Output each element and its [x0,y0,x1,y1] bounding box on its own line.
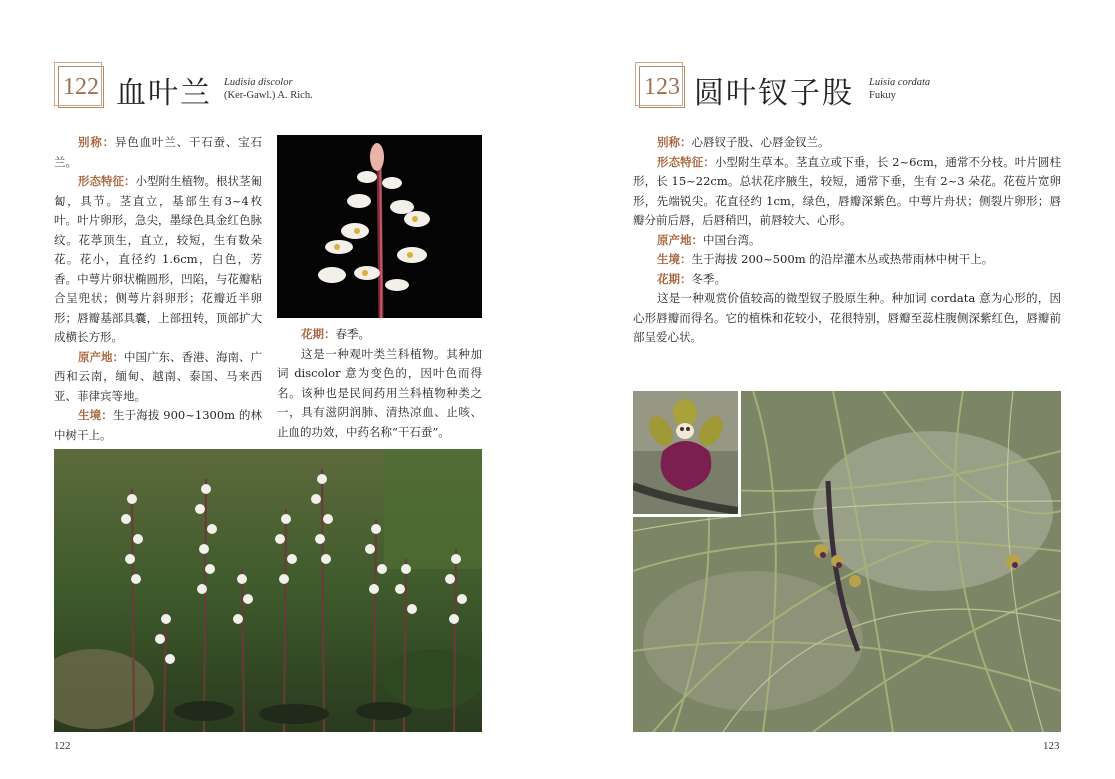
left-page [0,0,557,779]
right-page [557,0,1115,779]
morph-text: 小型附生草本。茎直立或下垂，长 2~6cm，通常不分枝。叶片圆柱形，长 15~22cm。总状花序腋生，较短，通常下垂，生有 2~3 朵花。花苞片宽卵形，先端锐尖。花直径约 1cm，绿色，唇瓣深紫色。中萼片舟状；侧裂片卵形；唇瓣分前后唇，后唇稍凹，前唇较大、心形。 [633,154,1061,227]
species-title-latin: Luisia cordata [869,77,931,88]
morph-label: 形态特征： [78,174,136,188]
habitat-paragraph [633,250,1061,270]
origin-text: 中国台湾。 [703,232,761,247]
habitat-illustration [54,449,482,732]
species-title-author: Fukuy [869,90,896,101]
species-number: 123 [644,73,680,100]
alias-text: 异色血叶兰、干石蚕、宝石兰。 [54,135,263,169]
desc-paragraph: 这是一种观叶类兰科植物。其种加词 discolor 意为变色的，因叶色而得名。该种也是民间药用兰科植物种类之一，具有滋阴润肺、清热凉血、止咳、止血的功效，中药名称“干石蚕”。 [277,346,482,439]
habitat-photo [54,449,482,732]
desc-paragraph: 这是一种观赏价值较高的微型钗子股原生种。种加词 cordata 意为心形的，因心形唇瓣而得名。它的植株和花较小，花很特别，唇瓣至蕊柱腹侧深紫红色，唇瓣前部呈爱心状。 [633,291,1061,344]
description-column-right [277,325,482,442]
bloom-label: 花期： [657,271,692,286]
morph-label: 形态特征： [657,154,715,169]
species-number-box [639,66,685,108]
bloom-paragraph [277,325,482,345]
habitat-text: 生于海拔 900~1300m 的林中树干上。 [54,408,263,442]
morph-text: 小型附生植物。根状茎匍匐，具节。茎直立，基部生有3~4枚叶。叶片卵形，急尖，墨绿色具金红色脉纹。花葶顶生，直立，较短，生有数朵花。花小，直径约 1.6cm，白色，芳香。中萼片卵状椭圆形，凹陷，与花瓣粘合呈兜状；侧萼片斜卵形；花瓣近半卵形；唇瓣基部具囊，上部扭转，顶部扩大成横长方形。 [54,174,262,344]
description-text [633,133,1061,348]
alias-paragraph [54,133,262,172]
alias-text: 心唇钗子股、心唇金钗兰。 [691,135,830,149]
flower-inset-photo [633,391,741,517]
flower-inset-illustration [633,391,738,514]
origin-paragraph [54,348,262,407]
species-number-box [58,66,104,108]
page-number: 122 [54,740,71,752]
morph-paragraph [54,172,262,348]
alias-label: 别称： [657,135,692,149]
bloom-paragraph [633,270,1061,290]
species-title-author: (Ker-Gawl.) A. Rich. [224,90,313,101]
page-number: 123 [1043,740,1060,752]
origin-paragraph [633,231,1061,251]
bloom-text: 冬季。 [691,271,726,286]
bloom-text: 春季。 [335,327,370,341]
origin-text: 中国广东、香港、海南、广西和云南，缅甸、越南、泰国、马来西亚、菲律宾等地。 [54,349,262,403]
bloom-label: 花期： [301,327,336,341]
alias-label: 别称： [78,135,115,149]
flower-closeup-photo [277,135,482,318]
flower-closeup-illustration [277,135,482,318]
description-column-left [54,133,262,445]
origin-label: 原产地： [657,232,703,247]
species-title-cn: 圆叶钗子股 [694,76,854,111]
species-title-latin: Ludisia discolor [224,77,293,88]
habitat-label: 生境： [657,252,692,266]
origin-label: 原产地： [78,349,124,364]
habitat-text: 生于海拔 200~500m 的沿岸灌木丛或热带雨林中树干上。 [691,252,994,266]
species-title-cn: 血叶兰 [116,76,212,111]
alias-paragraph [633,133,1061,153]
morph-paragraph [633,153,1061,231]
habitat-label: 生境： [78,408,113,422]
habitat-paragraph [54,406,262,445]
species-number: 122 [63,73,99,100]
